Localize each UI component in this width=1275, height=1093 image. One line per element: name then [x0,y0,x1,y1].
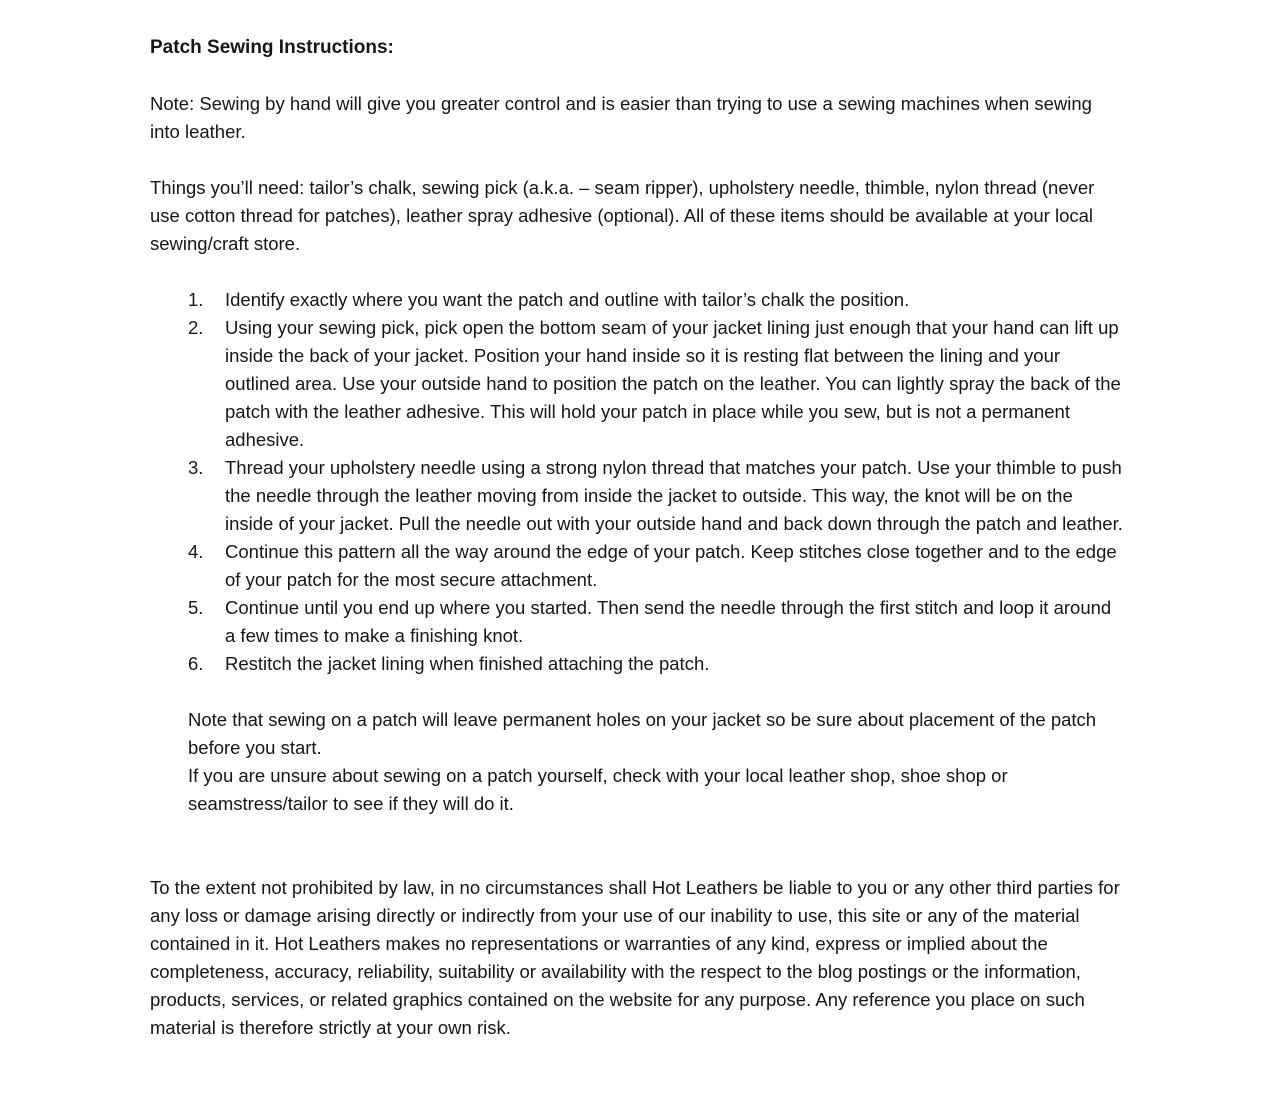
instruction-step-list [188,286,1125,678]
step-text: Identify exactly where you want the patch and outline with tailor’s chalk the position. [225,289,910,310]
step-number: 2. [188,317,204,338]
step-text: Using your sewing pick, pick open the bottom seam of your jacket lining just enough that your hand can lift up inside the back of your jacket. Position your hand inside so it is resting flat between the lining and your outlined area. Use your outside hand to position the patch on the leather. You can lightly spray the back of the patch with the leather adhesive. This will hold your patch in place while you sew, but is not a permanent adhesive. [225,317,1121,450]
instruction-step [188,454,1125,538]
step-number: 6. [188,653,204,674]
placement-note: Note that sewing on a patch will leave permanent holes on your jacket so be sure about placement of the patch before you start. [188,709,1097,758]
step-text: Continue until you end up where you started. Then send the needle through the first stitch and loop it around a few times to make a finishing knot. [225,597,1112,646]
unsure-note: If you are unsure about sewing on a patch yourself, check with your local leather shop, shoe shop or seamstress/tailor to see if they will do it. [188,765,1008,814]
document-title: Patch Sewing Instructions: [150,37,394,58]
step-text: Restitch the jacket lining when finished attaching the patch. [225,653,710,674]
instruction-step [188,538,1125,594]
instruction-step [188,594,1125,650]
things-needed-paragraph: Things you’ll need: tailor’s chalk, sewing pick (a.k.a. – seam ripper), upholstery needle, thimble, nylon thread (never use cotton thread for patches), leather spray adhesive (optional). All of these items should be available at your local sewing/craft store. [150,177,1095,254]
step-text: Thread your upholstery needle using a strong nylon thread that matches your patch. Use your thimble to push the needle through the leather moving from inside the jacket to outside. This way, the knot will be on the inside of your jacket. Pull the needle out with your outside hand and back down through the patch and leather. [225,457,1123,534]
step-number: 1. [188,289,204,310]
instruction-step [188,286,1125,314]
step-number: 3. [188,457,204,478]
legal-disclaimer-paragraph: To the extent not prohibited by law, in no circumstances shall Hot Leathers be liable to you or any other third parties for any loss or damage arising directly or indirectly from your use of our inability to use, this site or any of the material contained in it. Hot Leathers makes no representations or warranties of any kind, express or implied about the completeness, accuracy, reliability, suitability or availability with the respect to the blog postings or the information, products, services, or related graphics contained on the website for any purpose. Any reference you place on such material is therefore strictly at your own risk. [150,877,1120,1038]
step-number: 5. [188,597,204,618]
step-number: 4. [188,541,204,562]
instruction-step [188,314,1125,454]
instruction-step [188,650,1125,678]
intro-note-paragraph: Note: Sewing by hand will give you greater control and is easier than trying to use a sewing machines when sewing into leather. [150,93,1092,142]
placement-note-block [188,706,1125,818]
step-text: Continue this pattern all the way around the edge of your patch. Keep stitches close together and to the edge of your patch for the most secure attachment. [225,541,1117,590]
